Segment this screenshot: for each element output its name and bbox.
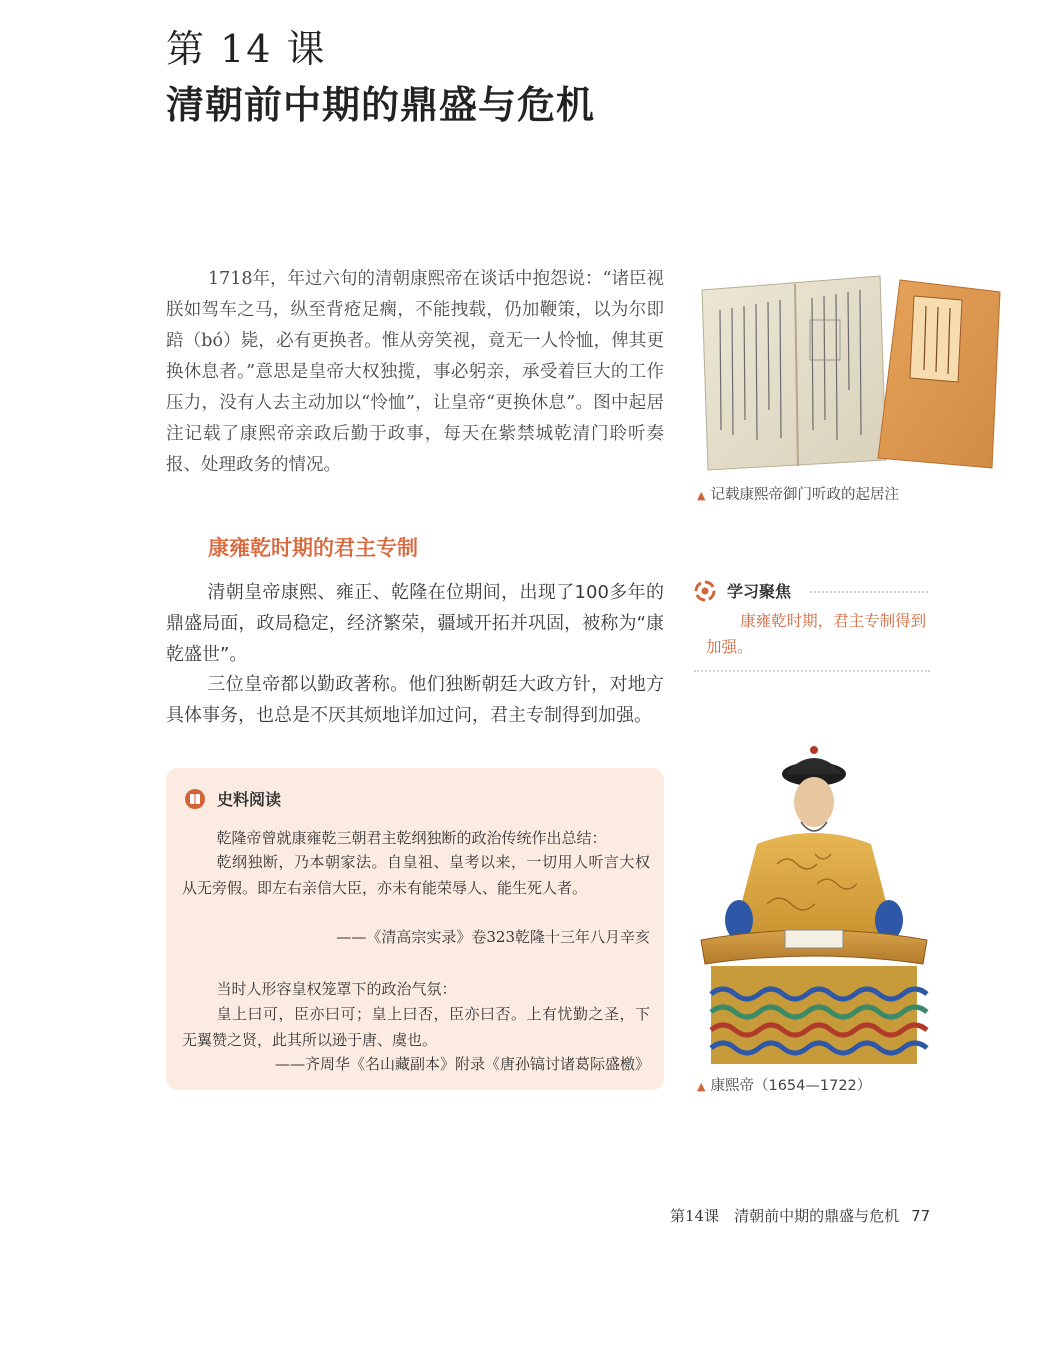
intro-paragraph: 1718年，年过六旬的清朝康熙帝在谈话中抱怨说：“诸臣视朕如驾车之马，纵至背疮足瘸，不能拽载，仍加鞭策，以为尔即踣（bó）毙，必有更换者。惟从旁笑视，竟无一人怜恤，俾其更换休息者。”意思是皇帝大权独揽，事必躬亲，承受着巨大的工作压力，没有人去主动加以“怜恤”，让皇帝“更换休息”。图中起居注记载了康熙帝亲政后勤于政事，每天在紫禁城乾清门聆听奏报、处理政务的情况。: [166, 269, 664, 475]
source-citation-1: ——《清高宗实录》卷323乾隆十三年八月辛亥: [336, 928, 650, 946]
source-reading-heading: 史料阅读: [217, 790, 282, 809]
book-icon: [184, 788, 206, 810]
section-heading: 康雍乾时期的君主专制: [208, 536, 418, 560]
doc-image-caption: ▲ 记载康熙帝御门听政的起居注: [697, 487, 899, 503]
study-focus-text: 康雍乾时期，君主专制得到加强。: [706, 612, 927, 656]
focus-divider-bottom: [694, 670, 930, 672]
body-paragraph-1: 清朝皇帝康熙、雍正、乾隆在位期间，出现了100多年的鼎盛局面，政局稳定，经济繁荣，疆域开拓并巩固，被称为“康乾盛世”。: [166, 582, 664, 665]
running-title: 第14课 清朝前中期的鼎盛与危机: [670, 1207, 900, 1225]
lesson-number: 第 14 课: [166, 27, 327, 71]
source-quote-2: 皇上曰可，臣亦曰可；皇上曰否，臣亦曰否。上有忧勤之圣，下无翼赞之贤，此其所以逊于唐、虞也。: [182, 1005, 650, 1049]
kangxi-portrait: [697, 744, 931, 1064]
focus-divider-top: [810, 591, 928, 593]
portrait-caption: ▲ 康熙帝（1654—1722）: [697, 1078, 872, 1094]
source-quote-1: 乾纲独断，乃本朝家法。自皇祖、皇考以来，一切用人听言大权从无旁假。即左右亲信大臣，亦未有能荣辱人、能生死人者。: [182, 853, 650, 897]
page-number: 77: [911, 1207, 931, 1225]
page-footer: [670, 1205, 930, 1226]
court-diary-image: [700, 270, 1006, 475]
triangle-marker-icon: ▲: [697, 1080, 706, 1093]
triangle-marker-icon: ▲: [697, 489, 706, 502]
body-paragraph-2: 三位皇帝都以勤政著称。他们独断朝廷大政方针，对地方具体事务，也总是不厌其烦地详加过问，君主专制得到加强。: [166, 674, 664, 726]
source-intro-2: 当时人形容皇权笼罩下的政治气氛：: [216, 980, 457, 998]
lesson-title: 清朝前中期的鼎盛与危机: [166, 82, 596, 127]
source-citation-2: ——齐周华《名山藏副本》附录《唐孙镐讨诸葛际盛檄》: [274, 1055, 650, 1073]
focus-target-icon: [694, 580, 716, 602]
study-focus-heading: 学习聚焦: [727, 582, 792, 601]
source-intro-1: 乾隆帝曾就康雍乾三朝君主乾纲独断的政治传统作出总结：: [216, 829, 607, 847]
